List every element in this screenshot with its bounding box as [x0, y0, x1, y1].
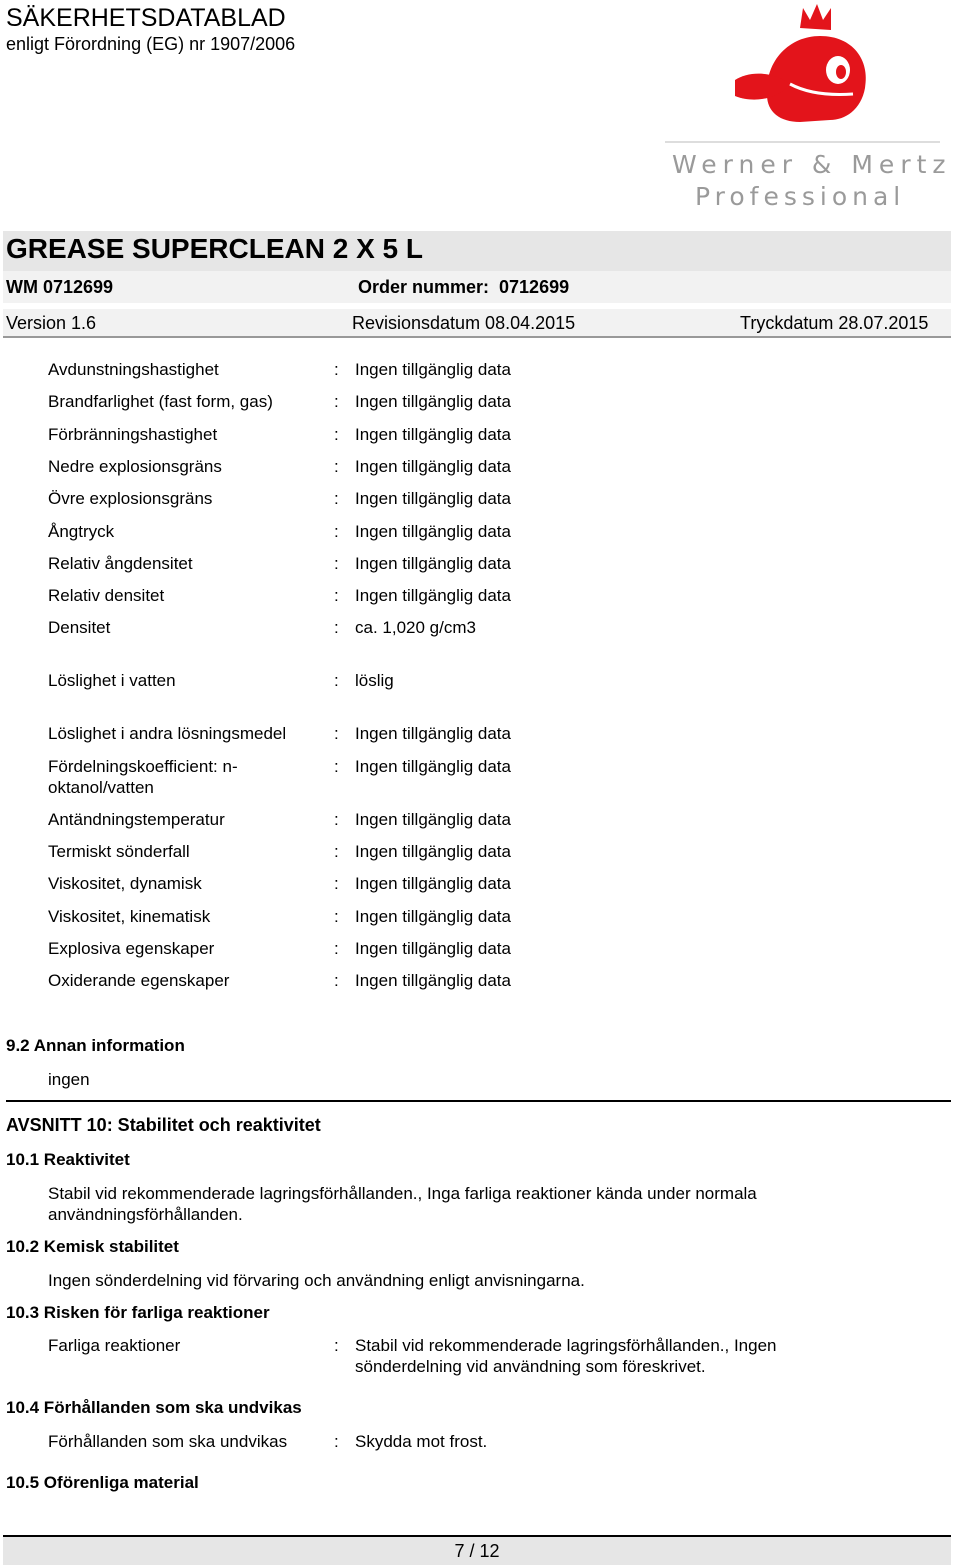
colon: :	[334, 724, 339, 743]
other-info-heading: 9.2 Annan information	[6, 1036, 185, 1055]
section-10-title: AVSNITT 10: Stabilitet och reaktivitet	[6, 1115, 321, 1135]
property-label: Viskositet, dynamisk	[48, 874, 202, 893]
property-label: Termiskt sönderfall	[48, 842, 190, 861]
conditions-to-avoid-heading: 10.4 Förhållanden som ska undvikas	[6, 1398, 302, 1417]
property-value: Ingen tillgänglig data	[355, 907, 511, 926]
document-subtitle: enligt Förordning (EG) nr 1907/2006	[6, 34, 296, 54]
property-value: Ingen tillgänglig data	[355, 360, 511, 379]
property-value: Ingen tillgänglig data	[355, 554, 511, 573]
colon: :	[334, 425, 339, 444]
property-label: Avdunstningshastighet	[48, 360, 219, 379]
property-label: Oxiderande egenskaper	[48, 971, 230, 990]
colon: :	[334, 360, 339, 379]
property-value: Ingen tillgänglig data	[355, 489, 511, 508]
other-info-text: ingen	[48, 1070, 90, 1089]
property-label: Förbränningshastighet	[48, 425, 218, 444]
conditions-to-avoid-label: Förhållanden som ska undvikas	[48, 1432, 288, 1451]
revision-date: Revisionsdatum 08.04.2015	[352, 313, 576, 333]
colon: :	[334, 554, 339, 573]
property-value: Ingen tillgänglig data	[355, 724, 511, 743]
property-value: ca. 1,020 g/cm3	[355, 618, 476, 637]
property-label: Övre explosionsgräns	[48, 489, 213, 508]
logo-text-professional: Professional	[695, 182, 906, 211]
section-divider	[6, 1100, 951, 1102]
incompatible-materials-heading: 10.5 Oförenliga material	[6, 1473, 199, 1492]
document-title: SÄKERHETSDATABLAD	[6, 4, 286, 32]
wm-number: WM 0712699	[6, 277, 114, 297]
colon: :	[334, 907, 339, 926]
print-date: Tryckdatum 28.07.2015	[740, 313, 929, 333]
colon: :	[334, 1336, 339, 1355]
reactivity-heading: 10.1 Reaktivitet	[6, 1150, 130, 1169]
chemical-stability-text: Ingen sönderdelning vid förvaring och användning enligt anvisningarna.	[48, 1271, 585, 1290]
page-number: 7 / 12	[454, 1541, 500, 1561]
property-label: Relativ ångdensitet	[48, 554, 193, 573]
property-value: Ingen tillgänglig data	[355, 522, 511, 541]
colon: :	[334, 842, 339, 861]
property-value: Ingen tillgänglig data	[355, 971, 511, 990]
property-label: Fördelningskoefficient: n-oktanol/vatten	[48, 757, 238, 797]
colon: :	[334, 939, 339, 958]
chemical-stability-heading: 10.2 Kemisk stabilitet	[6, 1237, 179, 1256]
property-value: Ingen tillgänglig data	[355, 939, 511, 958]
hazardous-reactions-value: Stabil vid rekommenderade lagringsförhållanden., Ingen sönderdelning vid användning som föreskrivet.	[355, 1336, 777, 1376]
colon: :	[334, 757, 339, 776]
property-label: Antändningstemperatur	[48, 810, 225, 829]
property-value: Ingen tillgänglig data	[355, 757, 511, 776]
colon: :	[334, 618, 339, 637]
product-name: GREASE SUPERCLEAN 2 X 5 L	[6, 233, 423, 264]
version: Version 1.6	[6, 313, 97, 333]
property-label: Löslighet i andra lösningsmedel	[48, 724, 287, 743]
conditions-to-avoid-value: Skydda mot frost.	[355, 1432, 488, 1451]
colon: :	[334, 1432, 339, 1451]
property-value: Ingen tillgänglig data	[355, 586, 511, 605]
property-label: Densitet	[48, 618, 111, 637]
property-label: Viskositet, kinematisk	[48, 907, 211, 926]
property-value: Ingen tillgänglig data	[355, 842, 511, 861]
colon: :	[334, 489, 339, 508]
property-value: Ingen tillgänglig data	[355, 810, 511, 829]
colon: :	[334, 586, 339, 605]
property-label: Nedre explosionsgräns	[48, 457, 222, 476]
property-label: Ångtryck	[48, 522, 115, 541]
hazardous-reactions-label: Farliga reaktioner	[48, 1336, 181, 1355]
reactivity-text: Stabil vid rekommenderade lagringsförhållanden., Inga farliga reaktioner kända under normala användningsförhållanden.	[48, 1184, 757, 1224]
property-value: Ingen tillgänglig data	[355, 392, 511, 411]
colon: :	[334, 392, 339, 411]
property-value: Ingen tillgänglig data	[355, 874, 511, 893]
property-value: löslig	[355, 671, 394, 690]
colon: :	[334, 522, 339, 541]
colon: :	[334, 971, 339, 990]
property-label: Relativ densitet	[48, 586, 165, 605]
colon: :	[334, 810, 339, 829]
property-label: Löslighet i vatten	[48, 671, 176, 690]
colon: :	[334, 671, 339, 690]
order-number: Order nummer: 0712699	[358, 277, 570, 297]
hazardous-reactions-heading: 10.3 Risken för farliga reaktioner	[6, 1303, 270, 1322]
logo-text-werner-mertz: Werner & Mertz	[672, 150, 952, 179]
property-value: Ingen tillgänglig data	[355, 425, 511, 444]
property-value: Ingen tillgänglig data	[355, 457, 511, 476]
property-label: Brandfarlighet (fast form, gas)	[48, 392, 273, 411]
property-label: Explosiva egenskaper	[48, 939, 215, 958]
colon: :	[334, 457, 339, 476]
colon: :	[334, 874, 339, 893]
